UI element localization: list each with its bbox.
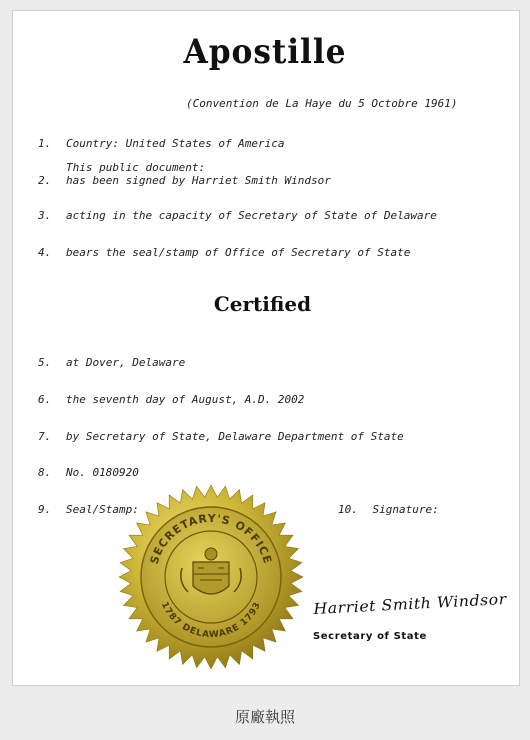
item-number: 5. — [38, 356, 52, 369]
signature: Harriet Smith Windsor — [313, 589, 508, 619]
item-text: has been signed by Harriet Smith Windsor — [66, 174, 331, 187]
item-number: 8. — [38, 466, 52, 479]
document-title: Apostille — [183, 32, 347, 72]
seal-bottom-text: 1787 DELAWARE 1793 — [158, 600, 264, 641]
item-number: 6. — [38, 393, 52, 406]
item-text: Signature: — [372, 503, 439, 516]
item-number: 9. — [38, 503, 52, 516]
item-number: 10. — [338, 503, 358, 516]
signature-caption: Secretary of State — [313, 631, 427, 642]
item-number: 3. — [38, 209, 52, 222]
item-text: No. 0180920 — [66, 466, 139, 479]
item-text: the seventh day of August, A.D. 2002 — [66, 393, 305, 406]
footer-caption: 原廠執照 — [234, 708, 295, 726]
seal-top-text: SECRETARY'S OFFICE — [147, 511, 275, 566]
item-10 — [338, 503, 439, 516]
item-text: acting in the capacity of Secretary of State of Delaware — [66, 209, 437, 222]
item-text: by Secretary of State, Delaware Department of State — [66, 430, 404, 443]
item-text: bears the seal/stamp of Office of Secretary of State — [66, 246, 411, 259]
item-text: Seal/Stamp: — [66, 503, 139, 516]
item-number: 2. — [38, 174, 52, 187]
item-text: Country: United States of America — [66, 137, 285, 150]
item-pre-text: This public document: — [66, 161, 206, 174]
item-number: 4. — [38, 246, 52, 259]
certified-heading: Certified — [213, 292, 312, 316]
item-number: 1. — [38, 137, 52, 150]
gold-seal-icon — [118, 484, 304, 670]
item-number: 7. — [38, 430, 52, 443]
item-text: at Dover, Delaware — [66, 356, 186, 369]
document-subtitle: (Convention de La Haye du 5 Octobre 1961) — [186, 97, 458, 110]
